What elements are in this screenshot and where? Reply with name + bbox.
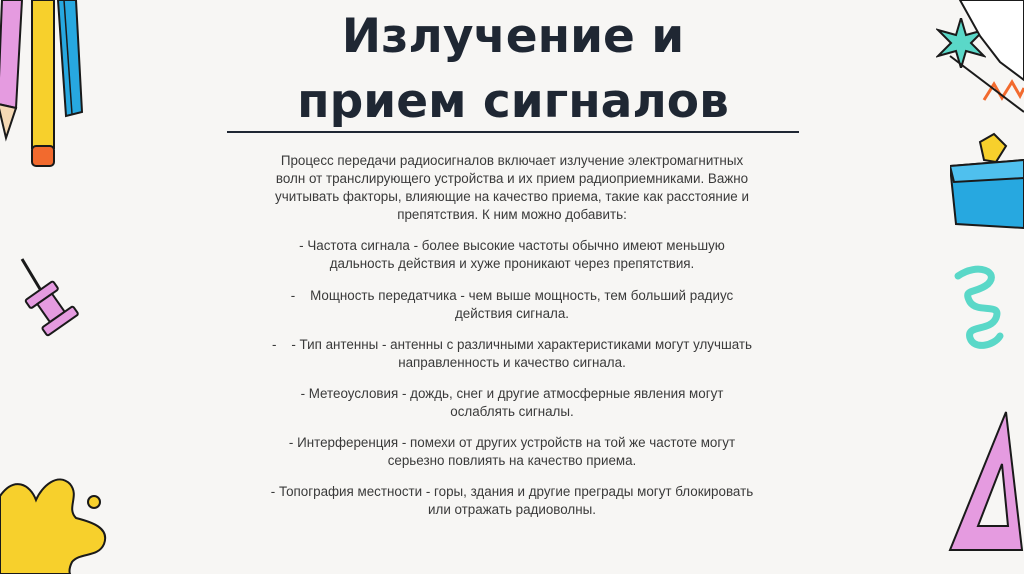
- list-item-power: - Мощность передатчика - чем выше мощность, тем больший радиус действия сигнала.: [290, 287, 737, 321]
- pushpin-icon: [14, 255, 84, 340]
- list-item-weather: - Метеоусловия - дождь, снег и другие атмосферные явления могут ослаблять сигналы.: [300, 385, 724, 420]
- slide-body: [268, 152, 756, 533]
- list-item-frequency: - Частота сигнала - более высокие частоты обычно имеют меньшую дальность действия и хуже проникают через препятствия.: [299, 238, 725, 272]
- slide-title: [227, 4, 799, 134]
- spiral-icon: [948, 262, 1008, 357]
- box-icon: [950, 132, 1024, 232]
- paint-splash-icon: [0, 466, 115, 574]
- pencils-icon: [0, 0, 90, 175]
- title-line-2: прием сигналов: [297, 74, 729, 129]
- intro-paragraph: Процесс передачи радиосигналов включает излучение электромагнитных волн от транслирующего устройства и их прием радиоприемниками. Важно учитывать факторы, влияющие на качество приема, такие как расстояние и препятствия. К ним можно добавить:: [275, 153, 749, 223]
- title-underline: [227, 131, 799, 133]
- zigzag-icon: [940, 0, 1024, 125]
- list-item-antenna: - - Тип антенны - антенны с различными характеристиками могут улучшать направленность и качество сигнала.: [272, 336, 756, 370]
- list-item-interference: - Интерференция - помехи от других устройств на той же частоте могут серьезно повлиять на качество приема.: [288, 435, 736, 469]
- list-item-terrain: - Топография местности - горы, здания и другие преграды могут блокировать или отражать радиоволны.: [270, 484, 754, 518]
- title-line-1: Излучение и: [341, 9, 685, 64]
- triangle-ruler-icon: [944, 408, 1024, 556]
